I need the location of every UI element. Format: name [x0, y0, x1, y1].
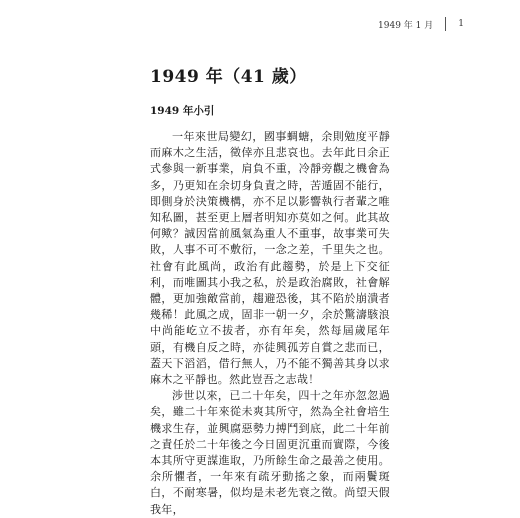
body-text [150, 129, 390, 518]
section-title: 1949 年小引 [150, 105, 215, 117]
page-number: 1 [458, 19, 464, 29]
chapter-title: 1949 年（41 歲） [150, 67, 307, 87]
paragraph-1: 一年來世局變幻，國事蜩螗，余則勉度平靜而麻木之生活，徵倖亦且悲哀也。去年此日余正式參與一新事業，肩負不重，冷靜旁觀之機會為多，乃更知在余切身負責之時，苦遁固不能行，即側身於決策機構，亦不足以影響執行者輩之唯知私圖，甚至更上層者明知亦莫如之何。此其故何歟？誠因當前風氣為重人不重事，故事業可失敗，人事不可不敷衍，一念之差，千里失之也。社會有此風尚，政治有此趨勢，於是上下交征利，而唯圖其小我之私，於是政治腐敗，社會解體，更加強敵當前，趨避恐後，其不陷於崩潰者幾稀！此風之成，固非一朝一夕，余於驚濤駭浪中尚能屹立不拔者，亦有年矣，然每屆歲尾年頭，有機自反之時，亦徒興孤芳自賞之悲而已，蓋天下滔滔，借行無人，乃不能不獨善其身以求麻木之平靜也。然此豈吾之志哉！ [150, 130, 390, 387]
header-divider [445, 17, 446, 31]
running-header-title: 1949 年 1 月 [378, 20, 434, 31]
running-header [378, 17, 464, 31]
paragraph-2: 涉世以來，已二十年矣，四十之年亦忽忽過矣，雖二十年來從未爽其所守，然為全社會培生機求生存，並興腐惡勢力搏鬥到底，此二十年前之責任於二十年後之今日固更沉重而實際，今後本其所守更謀進取，乃所餘生命之最善之使用。余所懼者，一年來有疏牙動搖之象，而兩鬢斑白，不耐寒暑，似均是未老先衰之徵。尚望天假我年， [150, 389, 390, 516]
